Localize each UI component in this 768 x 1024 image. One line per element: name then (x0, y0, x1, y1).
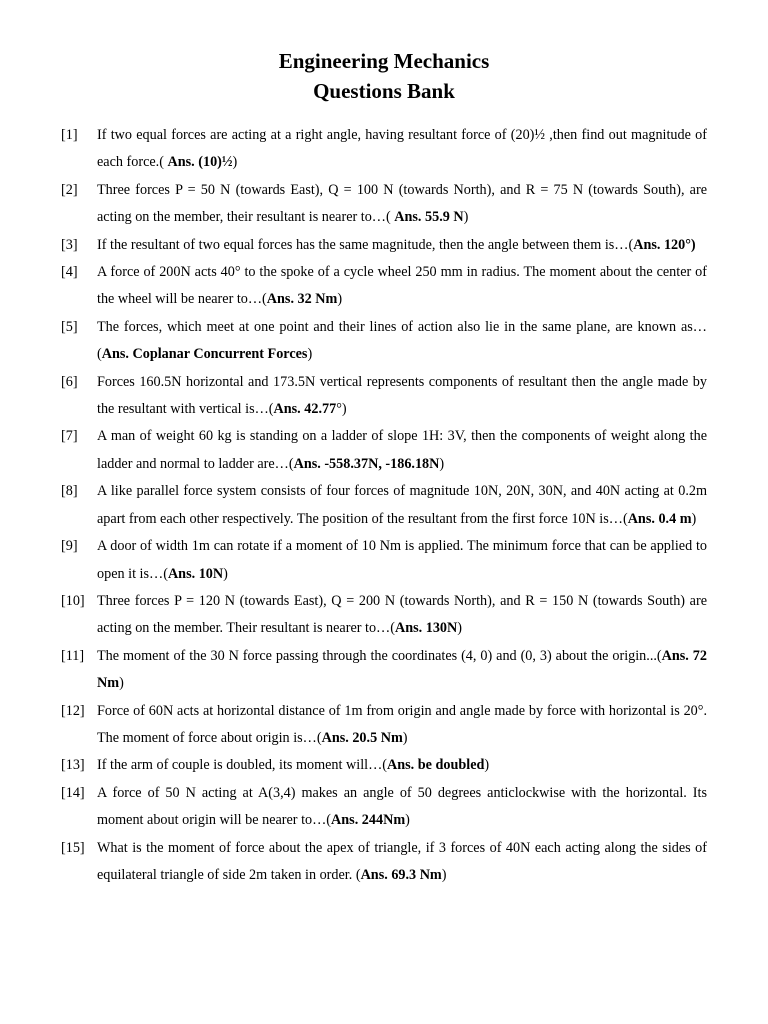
question-body (97, 588, 707, 643)
question-text: A force of 200N acts 40° to the spoke of a cycle wheel 250 mm in radius. The moment about the center of the wheel will be nearer to…( (97, 264, 707, 308)
question-item (61, 177, 707, 232)
title-line-1: Engineering Mechanics (278, 49, 490, 73)
question-number: [7] (61, 428, 78, 445)
question-body (97, 752, 707, 779)
question-text: A door of width 1m can rotate if a moment of 10 Nm is applied. The minimum force that can be applied to open it is…( (97, 538, 707, 582)
answer-text: Ans. 10N (167, 565, 224, 582)
title-line-2: Questions Bank (313, 79, 455, 103)
question-number: [3] (61, 236, 78, 253)
question-body (97, 122, 707, 177)
answer-close: ) (223, 565, 228, 582)
answer-text: Ans. 55.9 N (394, 209, 464, 226)
question-text: If the resultant of two equal forces has the same magnitude, then the angle between them is…( (97, 236, 634, 253)
answer-text: Ans. 120°) (633, 236, 696, 253)
answer-text: Ans. 0.4 m (627, 510, 692, 527)
question-item (61, 698, 707, 753)
answer-text: Ans. 20.5 Nm (321, 729, 403, 746)
question-text: A man of weight 60 kg is standing on a ladder of slope 1H: 3V, then the components of weight along the ladder and normal to ladder are…( (97, 428, 707, 472)
question-text: Forces 160.5N horizontal and 173.5N vertical represents components of resultant then the angle made by the resultant with vertical is…( (97, 373, 707, 418)
answer-text: Ans. 42.77 (273, 401, 337, 418)
question-item (61, 314, 707, 369)
question-body (97, 177, 707, 232)
question-body (97, 533, 707, 588)
question-text: If the arm of couple is doubled, its moment will…( (97, 757, 387, 774)
question-number: [2] (61, 181, 78, 198)
question-body (97, 369, 707, 424)
answer-close: ) (463, 209, 469, 226)
question-body (97, 478, 707, 533)
question-body (97, 780, 707, 835)
question-number: [5] (61, 318, 78, 335)
question-item (61, 588, 707, 643)
answer-text: Ans. 244Nm (331, 812, 406, 829)
question-text: If two equal forces are acting at a right angle, having resultant force of (20)½ ,then find out magnitude of each force.( (97, 127, 707, 171)
question-number: [8] (61, 483, 78, 500)
question-text: A force of 50 N acting at A(3,4) makes an angle of 50 degrees anticlockwise with the horizontal. Its moment about origin will be nearer to…( (97, 784, 707, 829)
answer-close: °) (336, 401, 347, 418)
question-number: [14] (61, 784, 85, 801)
question-number: [15] (61, 839, 85, 856)
question-item (61, 752, 707, 779)
question-item (61, 780, 707, 835)
question-text: Three forces P = 50 N (towards East), Q = 100 N (towards North), and R = 75 N (towards South), are acting on the member, their resultant is nearer to…( (97, 181, 707, 226)
answer-close: ) (232, 154, 238, 171)
question-number: [12] (61, 702, 85, 719)
question-item (61, 122, 707, 177)
answer-close: ) (307, 346, 313, 363)
question-list (61, 122, 707, 889)
answer-close: ) (119, 675, 124, 692)
question-text: A like parallel force system consists of four forces of magnitude 10N, 20N, 30N, and 40N acting at 0.2m apart from each other respectively. The position of the resultant from the first force 10N is…( (97, 483, 707, 527)
question-number: [1] (61, 127, 78, 143)
question-item (61, 835, 707, 890)
question-text: Force of 60N acts at horizontal distance of 1m from origin and angle made by force with horizontal is 20°. The moment of force about origin is…( (97, 702, 707, 746)
question-body (97, 698, 707, 753)
answer-close: ) (405, 812, 410, 829)
answer-close: ) (484, 757, 490, 774)
question-item (61, 643, 707, 698)
question-text: The moment of the 30 N force passing through the coordinates (4, 0) and (0, 3) about the origin...( (97, 647, 662, 664)
answer-text: Ans. -558.37N, -186.18N (293, 455, 440, 472)
question-number: [9] (61, 538, 78, 555)
question-item (61, 478, 707, 533)
answer-text: Ans. be doubled (387, 757, 485, 774)
answer-text: Ans. 32 Nm (266, 291, 338, 308)
question-text: Three forces P = 120 N (towards East), Q = 200 N (towards North), and R = 150 N (towards South) are acting on the member. Their resultant is nearer to…( (97, 592, 707, 637)
question-text: The forces, which meet at one point and their lines of action also lie in the same plane, are known as…( (97, 318, 707, 363)
question-item (61, 533, 707, 588)
answer-close: ) (691, 510, 697, 527)
question-item (61, 423, 707, 478)
question-body (97, 232, 707, 259)
answer-close: ) (337, 291, 343, 308)
answer-text: Ans. 130N (394, 620, 458, 637)
question-number: [11] (61, 647, 85, 664)
answer-close: ) (441, 866, 447, 883)
question-body (97, 835, 707, 890)
question-number: [13] (61, 757, 85, 774)
answer-text: Ans. 69.3 Nm (360, 866, 442, 883)
question-item (61, 369, 707, 424)
question-number: [6] (61, 373, 78, 390)
answer-text: Ans. (10)½ (167, 154, 233, 171)
question-item (61, 259, 707, 314)
question-body (97, 643, 707, 698)
question-body (97, 314, 707, 369)
answer-close: ) (439, 455, 445, 472)
page-title (0, 46, 768, 106)
question-text: What is the moment of force about the apex of triangle, if 3 forces of 40N each acting along the sides of equilateral triangle of side 2m taken in order. ( (97, 839, 707, 883)
answer-text: Ans. 72 Nm (97, 647, 707, 692)
answer-close: ) (402, 729, 408, 746)
answer-text: Ans. Coplanar Concurrent Forces (101, 346, 308, 363)
answer-close: ) (457, 620, 462, 637)
question-number: [4] (61, 264, 78, 281)
question-number: [10] (61, 592, 85, 609)
question-item (61, 232, 707, 259)
question-body (97, 423, 707, 478)
question-body (97, 259, 707, 314)
